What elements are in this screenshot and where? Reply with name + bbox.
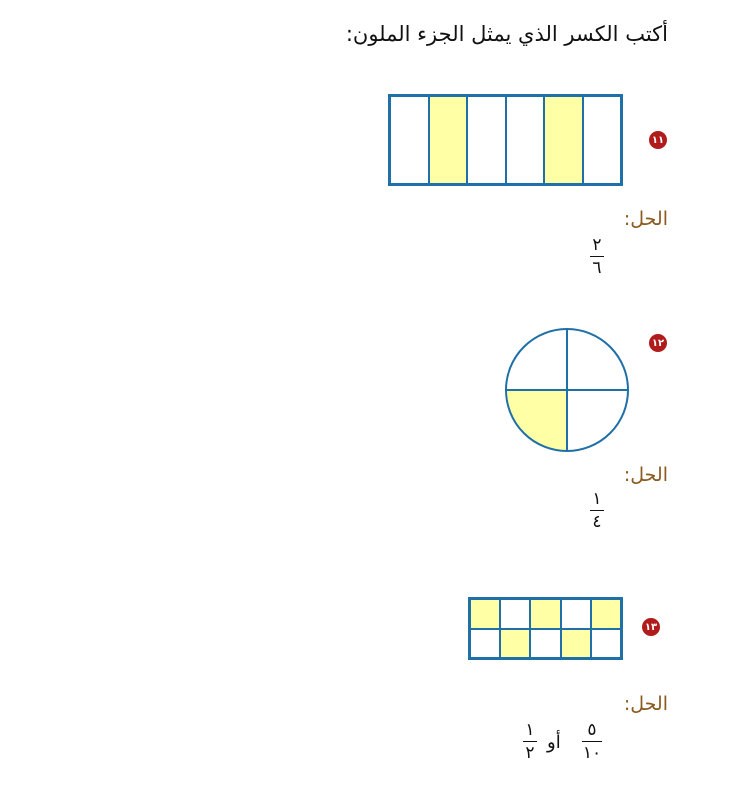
problem-11-solution-label: الحل: <box>623 208 668 230</box>
problem-12-badge: ١٢ <box>649 334 667 352</box>
fraction-bar <box>523 741 537 742</box>
strip-shaded <box>544 96 583 184</box>
strip-unshaded <box>506 96 545 184</box>
fraction-bar <box>582 741 602 742</box>
problem-13-grid-figure <box>468 597 623 660</box>
problem-13-solution-label: الحل: <box>623 693 668 715</box>
problem-12-answer-fraction <box>590 490 604 531</box>
grid-cell-shaded <box>470 599 500 629</box>
numerator: ٥ <box>587 720 597 740</box>
problem-13-answer-fraction-b <box>523 721 537 762</box>
denominator: ١٠ <box>582 743 602 763</box>
numerator: ١ <box>592 489 602 509</box>
grid-cell-unshaded <box>561 599 591 629</box>
strip-unshaded <box>583 96 622 184</box>
problem-12-circle-figure <box>505 328 629 452</box>
problem-11-answer-fraction <box>590 236 604 277</box>
or-connector: أو <box>547 732 561 753</box>
instruction-heading: أكتب الكسر الذي يمثل الجزء الملون: <box>345 22 668 46</box>
problem-13-badge: ١٣ <box>642 618 660 636</box>
problem-11-rectangle-figure <box>388 94 623 186</box>
strip-unshaded <box>467 96 506 184</box>
numerator: ٢ <box>592 235 602 255</box>
numerator: ١ <box>525 720 535 740</box>
grid-cell-shaded <box>500 629 530 659</box>
grid-cell-shaded <box>561 629 591 659</box>
fraction-bar <box>590 510 604 511</box>
grid-cell-shaded <box>591 599 621 629</box>
grid-cell-shaded <box>530 599 560 629</box>
strip-shaded <box>429 96 468 184</box>
denominator: ٦ <box>592 258 602 278</box>
fraction-bar <box>590 256 604 257</box>
denominator: ٤ <box>592 512 602 532</box>
grid-cell-unshaded <box>470 629 500 659</box>
grid-cell-unshaded <box>591 629 621 659</box>
grid-cell-unshaded <box>500 599 530 629</box>
denominator: ٢ <box>525 743 535 763</box>
problem-12-solution-label: الحل: <box>623 464 668 486</box>
strip-unshaded <box>390 96 429 184</box>
problem-13-answer-fraction-a <box>582 721 602 762</box>
grid-cell-unshaded <box>530 629 560 659</box>
problem-11-badge: ١١ <box>649 131 667 149</box>
